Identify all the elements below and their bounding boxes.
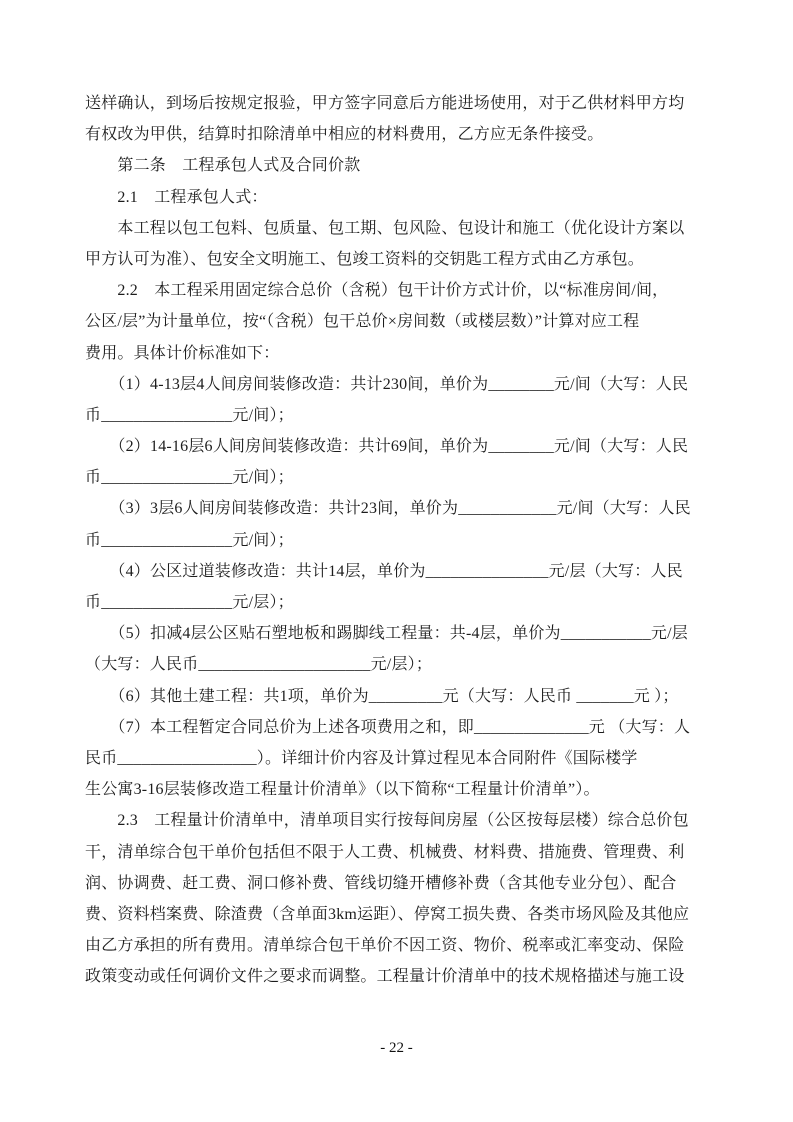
document-line: 干，清单综合包干单价包括但不限于人工费、机械费、材料费、措施费、管理费、利 — [85, 843, 685, 861]
document-line: （4）公区过道装修改造：共计14层，单价为_______________元/层（大写：人民 — [85, 562, 683, 580]
document-line: （6）其他土建工程：共1项，单价为_________元（大写：人民币 _______元 ）； — [85, 687, 679, 705]
document-line: 有权改为甲供，结算时扣除清单中相应的材料费用，乙方应无条件接受。 — [85, 126, 604, 144]
document-line: 2.3 工程量计价清单中，清单项目实行按每间房屋（公区按每层楼）综合总价包 — [85, 812, 689, 830]
document-line: （3）3层6人间房间装修改造：共计23间，单价为____________元/间（大写：人民 — [85, 500, 691, 518]
document-line: 币________________元/间）； — [85, 469, 294, 487]
document-line: 公区/层”为计量单位，按“（含税）包干总价×房间数（或楼层数）”计算对应工程 — [85, 313, 640, 331]
document-line: 政策变动或任何调价文件之要求而调整。工程量计价清单中的技术规格描述与施工设 — [85, 968, 685, 986]
page-number: - 22 - — [380, 1040, 413, 1056]
document-line: 币________________元/间）； — [85, 406, 294, 424]
document-line: （7）本工程暂定合同总价为上述各项费用之和，即______________元 （大写：人 — [85, 718, 691, 736]
document-line: （2）14-16层6人间房间装修改造：共计69间，单价为________元/间（大写：人民 — [85, 438, 689, 456]
document-line: 民币_________________）。详细计价内容及计算过程见本合同附件《国际楼学 — [85, 749, 638, 767]
document-line: （1）4-13层4人间房间装修改造：共计230间，单价为________元/间（大写：人民 — [85, 375, 689, 393]
document-line: 币________________元/间）； — [85, 531, 294, 549]
document-line: 第二条 工程承包人式及合同价款 — [85, 157, 361, 175]
document-line: 由乙方承担的所有费用。清单综合包干单价不因工资、物价、税率或汇率变动、保险 — [85, 937, 685, 955]
document-line: 费、资料档案费、除渣费（含单面3km运距）、停窝工损失费、各类市场风险及其他应 — [85, 905, 690, 923]
document-line: 费用。具体计价标准如下： — [85, 344, 280, 362]
document-line: 2.1 工程承包人式： — [85, 188, 268, 206]
document-body — [85, 88, 713, 992]
document-line: 送样确认，到场后按规定报验，甲方签字同意后方能进场使用，对于乙供材料甲方均 — [85, 95, 685, 112]
document-line: 润、协调费、赶工费、洞口修补费、管线切缝开槽修补费（含其他专业分包）、配合 — [85, 874, 677, 892]
document-line: 本工程以包工包料、包质量、包工期、包风险、包设计和施工（优化设计方案以 — [85, 219, 685, 237]
document-line: 币________________元/层）； — [85, 594, 294, 611]
document-line: （大写：人民币_____________________元/层）； — [85, 656, 433, 674]
document-line: 2.2 本工程采用固定综合总价（含税）包干计价方式计价，以“标准房间/间， — [85, 282, 669, 300]
document-line: （5）扣减4层公区贴石塑地板和踢脚线工程量：共-4层，单价为___________元/层 — [85, 625, 688, 643]
document-line: 生公寓3-16层装修改造工程量计价清单》（以下简称“工程量计价清单”）。 — [85, 781, 600, 799]
document-line: 甲方认可为准）、包安全文明施工、包竣工资料的交钥匙工程方式由乙方承包。 — [85, 250, 645, 268]
